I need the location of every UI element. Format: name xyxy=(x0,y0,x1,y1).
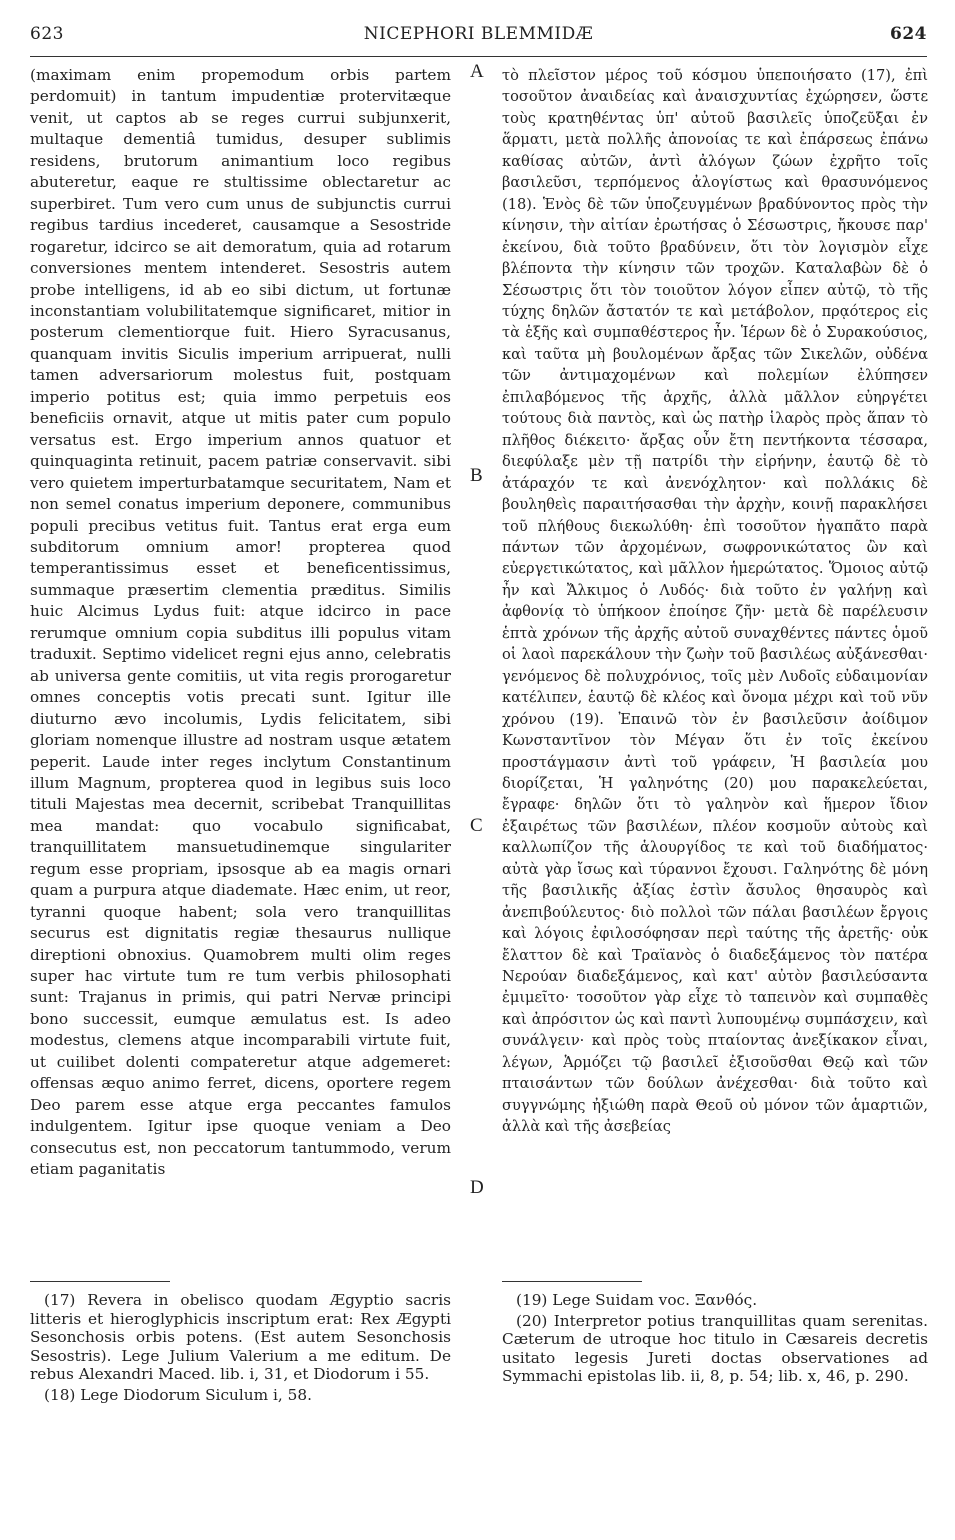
page-number-left: 623 xyxy=(30,24,64,44)
latin-paragraph: (maximam enim propemodum orbis partem perdomuit) in tantum impudentiæ protervitæque venit, ut captos ab se reges currui subjunxerit, multaque dementiâ tumidus, desuper sublimis residens, brutorum animantium loco regibus abuteretur, eaque re stultissime oblectaretur ac superbiret. Tum vero cum unus de subjunctis currui regibus tardius incederet, causamque a Sesostride rogaretur, idcirco se ait demoratum, quia ad rotarum conversiones mentem intenderet. Sesostris autem probe intelligens, id ab eo sibi dictum, ut fortunæ inconstantiam volubilitatemque significaret, mitior in posterum clementiorque fuit. Hiero Syracusanus, quanquam invitis Siculis imperium arripuerat, nulli tamen adversariorum molestus fuit, postquam imperio potitus est; quia immo perpetuis eos beneficiis ornavit, atque ut mitis pater cum populo versatus est. Ergo imperium annos quatuor et quinquaginta retinuit, pacem patriæ conservavit. sibi vero quietem imperturbatamque securitatem, Nam et non semel conatus imperium deponere, communibus populi precibus vetitus fuit. Tantus erat erga eum subditorum omnium amor! propterea quod temperantissimus esset et beneficentissimus, summaque præsertim clementia præditus. Similis huic Alcimus Lydus fuit: atque idcirco in pace rerumque omnium copia subditus illi populus vitam traduxit. Septimo videlicet regni ejus anno, celebratis ab universa gente comitiis, ut vita regis prorogaretur omnes conceptis votis precati sunt. Igitur ille diuturno ævo incolumis, Lydis felicitatem, sibi gloriam nomenque illustre ad nostram usque ætatem peperit. Laude inter reges inclytum Constantinum illum Magnum, propterea quod in legibus suis loco tituli Majestas mea decernit, scribebat Tranquillitas mea mandat: quo vocabulo significabat, tranquillitatem mansuetudinemque singulariter regum esse propriam, ipsosque ab ea magis ornari quam a purpura atque diademate. Hæc enim, ut reor, tyranni quoque habent; sola vero tranquillitas securus est dignitatis regiæ thesaurus nullique direptioni obnoxius. Quamobrem multi olim reges super hac virtute tum re tum verbis philosophati sunt: Trajanus in primis, qui patri Nervæ principi bono successit, eumque æmulatus est. Is adeo modestus, clemens atque incomparabili virtute fuit, ut cuilibet dolenti compateretur atque adgemeret: offensas æquo animo ferret, dicens, oportere regem Deo parem esse atque erga peccantes famulos indulgentem. Igitur ipse quoque veniam a Deo consecutus est, non peccatorum tantummodo, verum etiam paganitatis xyxy=(30,66,451,1179)
footnote-18: (18) Lege Diodorum Siculum i, 58. xyxy=(44,1385,312,1404)
page-number-right: 624 xyxy=(890,24,927,44)
footnote-rule-left xyxy=(30,1281,170,1282)
footnote-19: (19) Lege Suidam voc. Ξανθός. xyxy=(516,1291,758,1309)
margin-letter-a: A xyxy=(470,61,484,82)
running-title: NICEPHORI BLEMMIDÆ xyxy=(363,24,594,44)
footnotes-right xyxy=(502,1291,928,1388)
footnote-rule-right xyxy=(502,1281,642,1282)
margin-letter-d: D xyxy=(470,1177,484,1198)
greek-column xyxy=(502,65,928,1138)
margin-letter-c: C xyxy=(470,815,483,836)
margin-letter-b: B xyxy=(470,465,483,486)
footnote-17: (17) Revera in obelisco quodam Ægyptio sacris litteris et hieroglyphicis inscriptum erat: Rex Ægypti Sesonchosis orbis potens. (Est autem Sesonchosis Sesostris). Lege Julium Valerium a me editum. De rebus Alexandri Maced. lib. i, 31, et Diodorum i 55. xyxy=(30,1291,451,1383)
greek-paragraph: τὸ πλεῖστον μέρος τοῦ κόσμου ὑπεποιήσατο (17), ἐπὶ τοσοῦτον ἀναιδείας καὶ ἀναισχυντίας ἐχώρησεν, ὥστε τοὺς κρατηθέντας ὑπ' αὐτοῦ βασιλεῖς ὑποζεῦξαι ἐν ἅρματι, μετὰ πολλῆς ἀπονοίας τε καὶ ἐπάρσεως ἐπάνω καθίσας αὐτῶν, ἀντὶ ἀλόγων ζώων ἐχρῆτο τοῖς βασιλεῦσι, τερπόμενος ἀλογίστως καὶ θρασυνόμενος (18). Ἑνὸς δὲ τῶν ὑποζευγμένων βραδύνοντος πρὸς τὴν κίνησιν, τὴν αἰτίαν ἐρωτήσας ὁ Σέσωστρις, ἤκουσε παρ' ἐκείνου, διὰ τοῦτο βραδύνειν, ὅτι τὸν λογισμὸν εἶχε βλέποντα τὴν κίνησιν τῶν τροχῶν. Καταλαβὼν δὲ ὁ Σέσωστρις ὅτι τὸν τοιοῦτον λόγον εἶπεν αὐτῷ, τὸ τῆς τύχης δηλῶν ἄστατόν τε καὶ μετάβολον, πρᾳότερος εἰς τὰ ἑξῆς καὶ συμπαθέστερος ἦν. Ἱέρων δὲ ὁ Συρακούσιος, καὶ ταῦτα μὴ βουλομένων ἄρξας τῶν Σικελῶν, οὐδένα τῶν ἀντιμαχομένων καὶ πολεμίων ἐλύπησεν ἐπιλαβόμενος τῆς ἀρχῆς, ἀλλὰ μᾶλλον εὐηργέτει τούτους διὰ παντὸς, καὶ ὡς πατὴρ ἱλαρὸς πρὸς ἅπαν τὸ πλῆθος διέκειτο· ἄρξας οὖν ἔτη πεντήκοντα τέσσαρα, διεφύλαξε μὲν τῇ πατρίδι τὴν εἰρήνην, ἑαυτῷ δὲ τὸ ἀτάραχόν τε καὶ ἀνενόχλητον· καὶ πολλάκις δὲ βουληθεὶς παραιτήσασθαι τὴν ἀρχὴν, κοινῇ παρακλήσει τοῦ πλήθους διεκωλύθη· ἐπὶ τοσοῦτον ἠγαπᾶτο παρὰ πάντων τῶν ἀρχομένων, σωφρονικώτατος ὢν καὶ εὐεργετικώτατος, καὶ μᾶλλον ἡμερώτατος. Ὅμοιος αὐτῷ ἦν καὶ Ἄλκιμος ὁ Λυδός· διὰ τοῦτο ἐν γαλήνῃ καὶ ἀφθονίᾳ τὸ ὑπήκοον ἐποίησε ζῆν· μετὰ δὲ παρέλευσιν ἑπτὰ χρόνων τῆς ἀρχῆς αὐτοῦ συναχθέντες πάντες ὁμοῦ οἱ λαοὶ παρεκάλουν τὴν ζωὴν τοῦ βασιλέως αὐξάνεσθαι· γενόμενος δὲ πολυχρόνιος, τοῖς μὲν Λυδοῖς εὐδαιμονίαν κατέλιπεν, ἑαυτῷ δὲ κλέος καὶ ὄνομα μέχρι καὶ τοῦ νῦν χρόνου (19). Ἐπαινῶ τὸν ἐν βασιλεῦσιν ἀοίδιμον Κωνσταντῖνον τὸν Μέγαν ὅτι ἐν τοῖς ἐκείνου προστάγμασιν ἀντὶ τοῦ γράφειν, Ἡ βασιλεία μου διορίζεται, Ἡ γαληνότης (20) μου παρακελεύεται, ἔγραφε· δηλῶν ὅτι τὸ γαληνὸν καὶ ἥμερον ἴδιον ἐξαιρέτως τῶν βασιλέων, πλέον κοσμοῦν αὐτοὺς καὶ καλλωπίζον τῆς ἁλουργίδος τε καὶ τοῦ διαδήματος· αὐτὰ γὰρ ἴσως καὶ τύραννοι ἔχουσι. Γαληνότης δὲ μόνη τῆς βασιλικῆς ἀξίας ἐστὶν ἄσυλος θησαυρὸς καὶ ἀνεπιβούλευτος· διὸ πολλοὶ τῶν πάλαι βασιλέων ἔργοις καὶ λόγοις ἐφιλοσόφησαν περὶ ταύτης τῆς ἀρετῆς· οὐκ ἔλαττον δὲ καὶ Τραϊανὸς ὁ διαδεξάμενος τὸν πατέρα Νερούαν διαδεξάμενος, καὶ κατ' αὐτὸν βασιλεύσαντα ἐμιμεῖτο· τοσοῦτον γὰρ εἶχε τὸ ταπεινὸν καὶ συμπαθὲς καὶ ἀπρόσιτον ὡς καὶ παντὶ λυπουμένῳ συμπάσχειν, καὶ συνάλγειν· καὶ πρὸς τοὺς πταίοντας ἀνεξίκακον εἶναι, λέγων, Ἁρμόζει τῷ βασιλεῖ ἐξισοῦσθαι Θεῷ καὶ τῶν πταισάντων τῶν δούλων ἀνέχεσθαι· διὰ τοῦτο καὶ συγγνώμης ἠξιώθη παρὰ Θεοῦ οὐ μόνον τῶν ἁμαρτιῶν, ἀλλὰ καὶ τῆς ἀσεβείας xyxy=(502,67,928,1136)
footnotes-left xyxy=(30,1291,451,1406)
latin-column xyxy=(30,65,451,1181)
margin-letters xyxy=(470,57,494,1277)
footnote-20: (20) Interpretor potius tranquillitas quam serenitas. Cæterum de utroque hoc titulo in Cæsareis decretis usitato legesis Jureti doctas observationes ad Symmachi epistolas lib. ii, 8, p. 54; lib. x, 46, p. 290. xyxy=(502,1311,928,1385)
text-columns xyxy=(30,57,927,1281)
running-header xyxy=(30,22,927,57)
